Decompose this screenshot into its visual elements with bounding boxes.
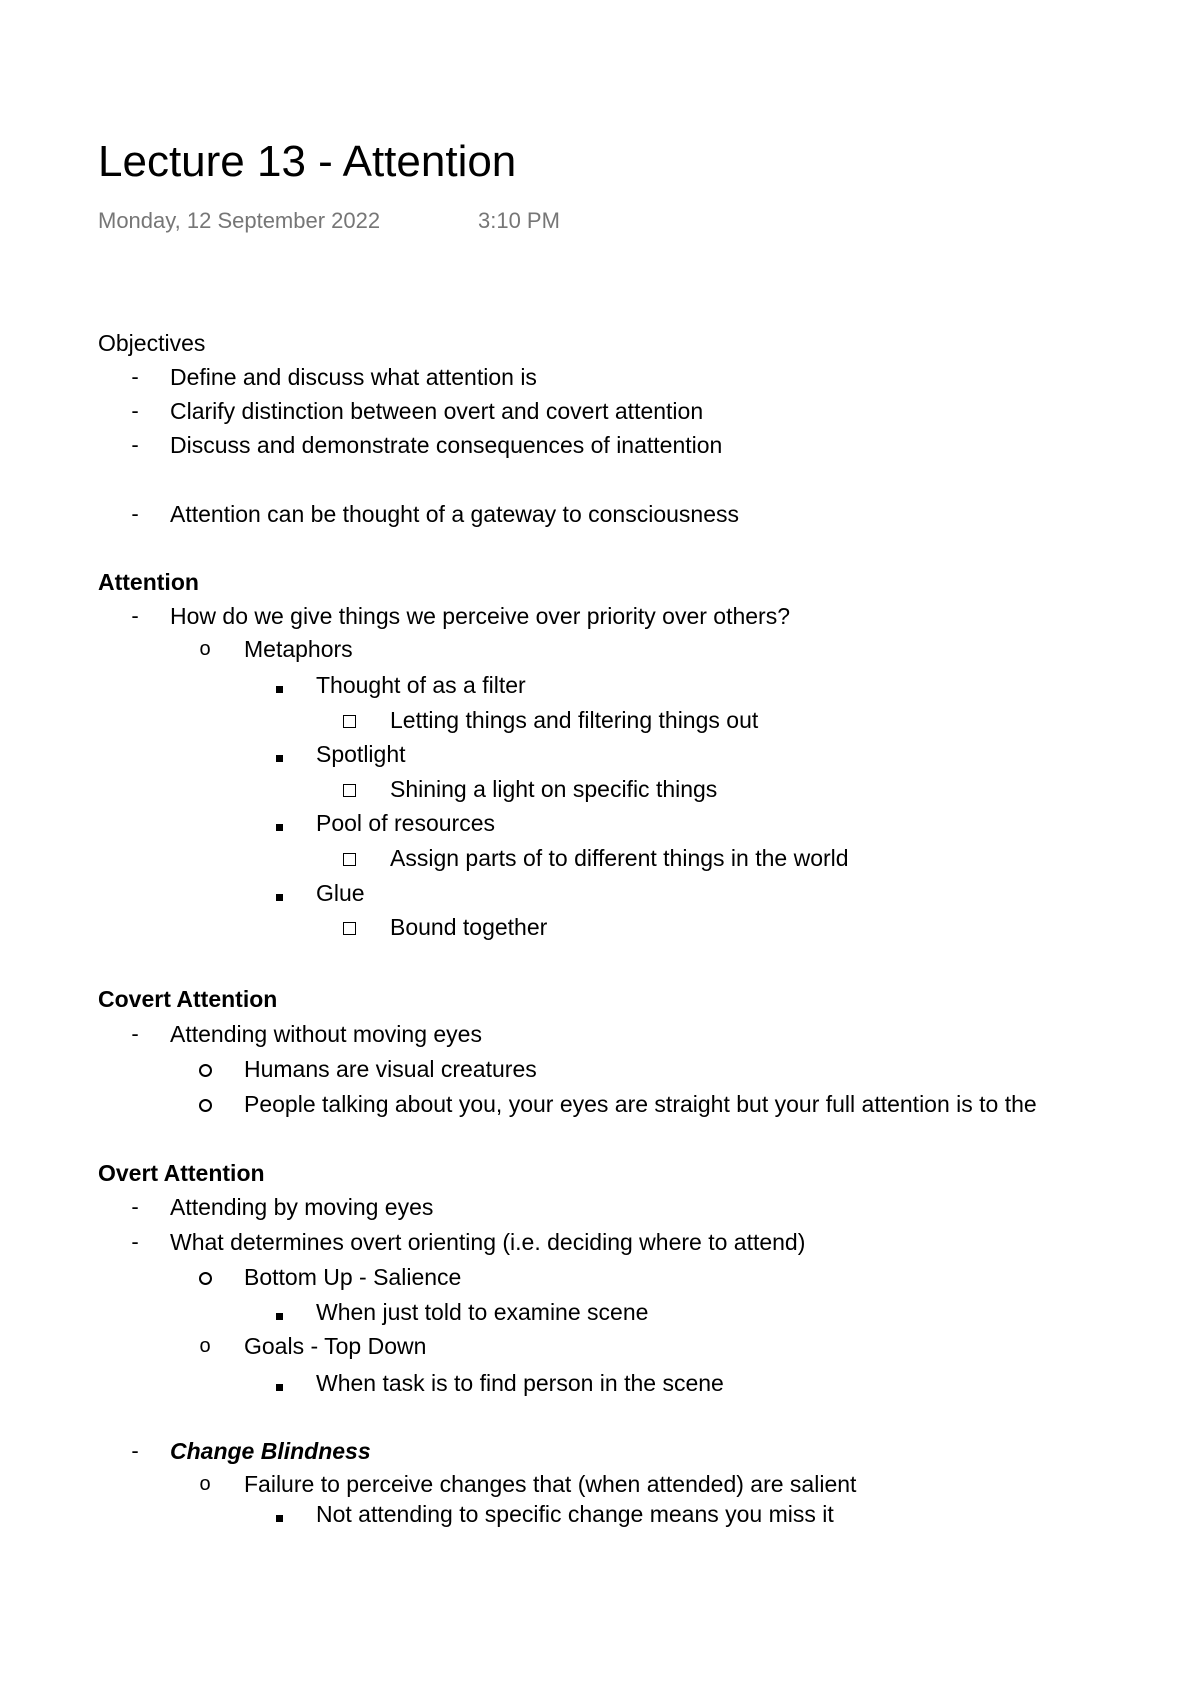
dash-bullet: -	[131, 501, 139, 526]
dash-bullet: -	[131, 603, 139, 628]
circle-bullet: o	[199, 1335, 211, 1357]
page-date: Monday, 12 September 2022	[98, 208, 381, 233]
square-bullet	[266, 876, 292, 910]
square-bullet	[266, 1497, 292, 1531]
page-timestamp	[98, 205, 560, 237]
square-bullet	[266, 1295, 292, 1329]
box-bullet	[336, 703, 362, 737]
circle-bullet: o	[199, 1473, 211, 1495]
circle-bullet	[192, 1087, 218, 1121]
box-bullet	[336, 910, 362, 944]
box-bullet	[336, 772, 362, 806]
dash-bullet: -	[131, 1194, 139, 1219]
dash-bullet: -	[131, 398, 139, 423]
dash-bullet: -	[131, 1021, 139, 1046]
circle-bullet: o	[199, 638, 211, 660]
square-bullet	[266, 668, 292, 702]
square-bullet	[266, 1366, 292, 1400]
page-time: 3:10 PM	[478, 208, 560, 233]
page-title: Lecture 13 - Attention	[98, 137, 517, 186]
dash-bullet: -	[131, 1438, 139, 1463]
box-bullet	[336, 841, 362, 875]
square-bullet	[266, 737, 292, 771]
page-bottom-mask	[0, 1576, 1200, 1698]
square-bullet	[266, 806, 292, 840]
dash-bullet: -	[131, 432, 139, 457]
circle-bullet	[192, 1260, 218, 1294]
dash-bullet: -	[131, 364, 139, 389]
dash-bullet: -	[131, 1229, 139, 1254]
change-blindness-heading: Change Blindness	[170, 1438, 371, 1464]
circle-bullet	[192, 1052, 218, 1086]
note-page: Lecture 13 - Attention Monday, 12 September 2022 3:10 PM Objectives - Define and discuss what attention is - Clarify distinction between overt and covert attention - Discuss and demonstrate consequences of inattention - Attention can be thought of a gateway to consciousness Attention - How do we give things we perceive over priority over others? o Metaphors Thought of as a filter Letting things and filtering things out Spotlight Shining a light on specific things Pool of resources Assign parts of to different things in the world Glue Bound together Covert Attention - Attending without moving eyes Humans are visual creatures People talking about you, your eyes are straight but your full attention is to the Overt Attention - Attending by moving eyes - What determines overt orienting (i.e. deciding where to attend) Bottom Up - Salience When just told to examine scene o Goals - Top Down When task is to find person in the scene - Change Blindness o Failure to perceive changes that (when attended) are salient Not attending to specific change means you miss it	[0, 0, 1200, 1698]
